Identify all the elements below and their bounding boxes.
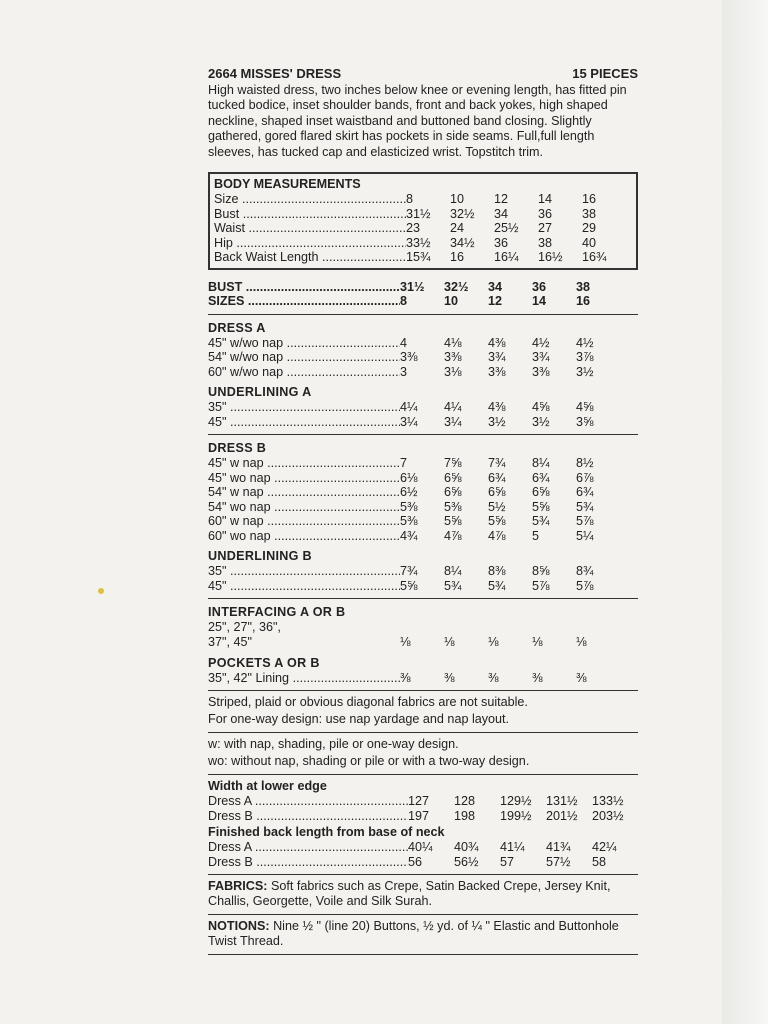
- row-label: 35" .....: [208, 400, 400, 415]
- table-cell: 3⅝: [576, 414, 594, 429]
- table-row: [208, 456, 638, 471]
- table-cell: 57½: [546, 854, 571, 869]
- table-cell: ⅛: [532, 635, 543, 650]
- table-row: [208, 415, 638, 430]
- note-with-nap: w: with nap, shading, pile or one-way design.: [208, 737, 459, 752]
- table-cell: 41¾: [546, 840, 571, 855]
- table-cell: 25½: [494, 221, 519, 236]
- table-cell: 5⅝: [444, 514, 462, 529]
- table-cell: 4⅞: [444, 528, 462, 543]
- table-cell: 29: [582, 221, 597, 236]
- notions-note: [208, 919, 638, 949]
- width-title: Width at lower edge: [208, 779, 327, 794]
- table-cell: 3: [400, 364, 408, 379]
- row-label: 60" w/wo nap .....: [208, 365, 400, 380]
- underlining-a-title: UNDERLINING A: [208, 385, 312, 400]
- table-cell: 31½: [406, 206, 431, 221]
- table-cell: 128: [454, 794, 476, 809]
- table-cell: 31½: [400, 279, 425, 294]
- bust-sizes-table: [208, 280, 638, 309]
- table-cell: 38: [582, 206, 597, 221]
- divider: [208, 914, 638, 915]
- table-cell: 15¾: [406, 250, 431, 265]
- table-cell: 3½: [532, 414, 550, 429]
- row-label: 35" .....: [208, 564, 400, 579]
- table-cell: 40¼: [408, 840, 433, 855]
- table-cell: ⅛: [400, 635, 411, 650]
- table-cell: 6¾: [576, 485, 594, 500]
- table-row: [214, 207, 632, 222]
- table-cell: 129½: [500, 794, 532, 809]
- table-cell: ⅛: [576, 635, 587, 650]
- row-label: 45" w nap .....: [208, 456, 400, 471]
- table-cell: 7⅝: [444, 456, 462, 471]
- table-cell: 3¼: [444, 414, 462, 429]
- table-row: [208, 365, 638, 380]
- table-row: [208, 294, 638, 309]
- table-cell: 3⅛: [444, 364, 462, 379]
- underlining-a-table: [208, 400, 638, 429]
- pattern-info: [208, 66, 638, 959]
- table-cell: 16: [576, 294, 591, 309]
- pattern-title: 2664 MISSES' DRESS: [208, 66, 342, 81]
- table-row: [208, 400, 638, 415]
- table-cell: 5¾: [444, 578, 462, 593]
- table-row: [208, 336, 638, 351]
- table-cell: 56: [408, 854, 423, 869]
- table-cell: 197: [408, 808, 430, 823]
- table-row: [208, 579, 638, 594]
- row-label: 54" wo nap .....: [208, 500, 400, 515]
- row-label: 54" w/wo nap .....: [208, 350, 400, 365]
- table-cell: 3¾: [532, 350, 550, 365]
- table-cell: 7¾: [488, 456, 506, 471]
- pattern-header: [208, 66, 638, 81]
- yellow-stain: [98, 588, 104, 594]
- table-cell: 6⅝: [444, 485, 462, 500]
- table-cell: 133½: [592, 794, 624, 809]
- table-cell: 6¾: [488, 470, 506, 485]
- table-cell: 4¾: [400, 528, 418, 543]
- body-measurements-box: [208, 172, 638, 270]
- table-row: [208, 529, 638, 544]
- fabrics-text: Soft fabrics such as Crepe, Satin Backed Crepe, Jersey Knit, Challis, Georgette, Voile and Silk Surah.: [208, 879, 611, 909]
- table-cell: 5: [532, 528, 540, 543]
- table-cell: 3¼: [400, 414, 418, 429]
- table-cell: 3¾: [488, 350, 506, 365]
- underlining-b-table: [208, 564, 638, 593]
- pieces-count: 15 PIECES: [572, 66, 638, 81]
- table-cell: 5⅜: [444, 499, 462, 514]
- table-cell: ⅜: [400, 670, 411, 685]
- table-cell: 8⅝: [532, 564, 550, 579]
- table-cell: 4⅜: [488, 400, 506, 415]
- table-cell: 5½: [488, 499, 506, 514]
- table-cell: 5¼: [576, 528, 594, 543]
- width-table: [208, 794, 638, 823]
- row-label: Dress B .....: [208, 809, 408, 824]
- table-cell: 42¼: [592, 840, 617, 855]
- table-cell: 6⅝: [532, 485, 550, 500]
- row-label: 45" .....: [208, 415, 400, 430]
- table-cell: 127: [408, 794, 430, 809]
- pockets-title: POCKETS A OR B: [208, 655, 320, 670]
- table-cell: 4⅝: [532, 400, 550, 415]
- table-cell: 8¾: [576, 564, 594, 579]
- row-label: 54" w nap .....: [208, 485, 400, 500]
- table-cell: 199½: [500, 808, 532, 823]
- envelope-edge: [722, 0, 768, 1024]
- table-cell: ⅛: [488, 635, 499, 650]
- interfacing-title: INTERFACING A OR B: [208, 605, 346, 620]
- pockets-label: 35", 42" Lining .....: [208, 671, 400, 686]
- table-cell: 8⅜: [488, 564, 506, 579]
- table-cell: 4⅞: [488, 528, 506, 543]
- table-cell: 34: [488, 279, 503, 294]
- table-cell: 36: [538, 206, 553, 221]
- table-cell: 8½: [576, 456, 594, 471]
- table-cell: 3⅞: [576, 350, 594, 365]
- table-cell: 5⅞: [532, 578, 550, 593]
- row-label: 60" w nap .....: [208, 514, 400, 529]
- table-cell: 3⅜: [400, 350, 418, 365]
- table-row: [208, 564, 638, 579]
- table-row: [214, 221, 632, 236]
- fabrics-label: FABRICS:: [208, 879, 268, 894]
- table-row: [208, 471, 638, 486]
- table-cell: 6⅝: [444, 470, 462, 485]
- table-cell: ⅜: [576, 670, 587, 685]
- dress-b-table: [208, 456, 638, 543]
- table-cell: 7: [400, 456, 408, 471]
- table-cell: 4⅛: [444, 335, 462, 350]
- back-length-table: [208, 840, 638, 869]
- table-cell: 6¾: [532, 470, 550, 485]
- table-cell: 5⅞: [576, 578, 594, 593]
- interfacing-line1: 25", 27", 36",: [208, 620, 281, 635]
- table-cell: 4½: [576, 335, 594, 350]
- body-measurements-rows: [214, 192, 632, 265]
- table-row: [214, 250, 632, 265]
- table-cell: 5⅝: [488, 514, 506, 529]
- table-row: [208, 809, 638, 824]
- table-row: [214, 192, 632, 207]
- table-cell: 16½: [538, 250, 563, 265]
- table-cell: 5⅜: [400, 499, 418, 514]
- table-cell: 4⅝: [576, 400, 594, 415]
- table-cell: 58: [592, 854, 607, 869]
- table-cell: 3½: [488, 414, 506, 429]
- table-cell: ⅜: [488, 670, 499, 685]
- table-cell: 34: [494, 206, 509, 221]
- row-label: Size .....: [214, 192, 406, 207]
- note-striped: Striped, plaid or obvious diagonal fabrics are not suitable.: [208, 695, 528, 710]
- back-length-title: Finished back length from base of neck: [208, 825, 445, 840]
- table-cell: 5⅞: [576, 514, 594, 529]
- row-label: 45" w/wo nap .....: [208, 336, 400, 351]
- table-cell: 41¼: [500, 840, 525, 855]
- table-cell: 203½: [592, 808, 624, 823]
- table-cell: 8: [400, 294, 408, 309]
- table-cell: 10: [444, 294, 459, 309]
- table-cell: 36: [494, 235, 509, 250]
- divider: [208, 690, 638, 691]
- table-cell: 5⅜: [400, 514, 418, 529]
- table-row: [208, 485, 638, 500]
- dress-b-title: DRESS B: [208, 441, 267, 456]
- table-cell: 201½: [546, 808, 578, 823]
- table-cell: 3⅜: [488, 364, 506, 379]
- table-cell: ⅜: [444, 670, 455, 685]
- table-cell: 16: [450, 250, 465, 265]
- row-label: Dress A .....: [208, 794, 408, 809]
- row-label: Bust .....: [214, 207, 406, 222]
- table-cell: 36: [532, 279, 547, 294]
- row-label: Dress B .....: [208, 855, 408, 870]
- table-cell: 8¼: [532, 456, 550, 471]
- table-cell: 4⅜: [488, 335, 506, 350]
- table-cell: 8¼: [444, 564, 462, 579]
- table-cell: 34½: [450, 235, 475, 250]
- row-label: 60" wo nap .....: [208, 529, 400, 544]
- table-row: [208, 855, 638, 870]
- table-cell: 5⅝: [400, 578, 418, 593]
- table-cell: 8: [406, 192, 414, 207]
- table-cell: 6⅛: [400, 470, 418, 485]
- table-cell: 40: [582, 235, 597, 250]
- table-cell: 5¾: [576, 499, 594, 514]
- table-cell: 4½: [532, 335, 550, 350]
- body-measurements-title: BODY MEASUREMENTS: [214, 177, 361, 192]
- table-cell: 57: [500, 854, 515, 869]
- table-cell: 198: [454, 808, 476, 823]
- table-cell: ⅛: [444, 635, 455, 650]
- table-row: [208, 500, 638, 515]
- pockets-row: [208, 671, 638, 686]
- table-cell: 40¾: [454, 840, 479, 855]
- divider: [208, 314, 638, 315]
- table-cell: 23: [406, 221, 421, 236]
- table-cell: 27: [538, 221, 553, 236]
- table-cell: 5¾: [488, 578, 506, 593]
- table-cell: 32½: [450, 206, 475, 221]
- pattern-description: High waisted dress, two inches below knee or evening length, has fitted pin tucked bodice, inset shoulder bands, front and back yokes, high shaped neckline, shaped inset waistband and buttoned band closing. Slightly gathered, gored flared skirt has pockets in side seams. Full,full length sleeves, has tucked cap and elasticized wrist. Topstitch trim.: [208, 83, 627, 159]
- row-label: 45" wo nap .....: [208, 471, 400, 486]
- table-cell: 33½: [406, 235, 431, 250]
- interfacing-row: [208, 635, 638, 650]
- table-cell: 6⅝: [488, 485, 506, 500]
- table-cell: 3⅜: [444, 350, 462, 365]
- note-one-way: For one-way design: use nap yardage and nap layout.: [208, 712, 510, 727]
- row-label: SIZES .....: [208, 294, 400, 309]
- table-cell: 14: [538, 192, 553, 207]
- table-row: [208, 280, 638, 295]
- fabrics-note: [208, 879, 638, 909]
- table-cell: 5¾: [532, 514, 550, 529]
- table-cell: 14: [532, 294, 547, 309]
- underlining-b-title: UNDERLINING B: [208, 549, 312, 564]
- table-cell: 131½: [546, 794, 578, 809]
- dress-a-title: DRESS A: [208, 320, 266, 335]
- row-label: Waist .....: [214, 221, 406, 236]
- table-cell: 6⅞: [576, 470, 594, 485]
- table-row: [208, 514, 638, 529]
- row-label: 45" .....: [208, 579, 400, 594]
- row-label: BUST .....: [208, 280, 400, 295]
- divider: [208, 598, 638, 599]
- table-cell: 4¼: [400, 400, 418, 415]
- divider: [208, 732, 638, 733]
- table-cell: 3⅜: [532, 364, 550, 379]
- table-row: [208, 350, 638, 365]
- table-cell: 7¾: [400, 564, 418, 579]
- table-cell: 4: [400, 335, 408, 350]
- table-cell: ⅜: [532, 670, 543, 685]
- table-cell: 4¼: [444, 400, 462, 415]
- row-label: Back Waist Length .....: [214, 250, 406, 265]
- table-cell: 12: [488, 294, 503, 309]
- divider: [208, 954, 638, 955]
- row-label: Dress A .....: [208, 840, 408, 855]
- interfacing-line2: 37", 45": [208, 635, 252, 650]
- divider: [208, 434, 638, 435]
- table-cell: 38: [538, 235, 553, 250]
- table-cell: 16¾: [582, 250, 607, 265]
- table-cell: 6½: [400, 485, 418, 500]
- dress-a-table: [208, 336, 638, 380]
- note-without-nap: wo: without nap, shading or pile or with a two-way design.: [208, 754, 530, 769]
- table-cell: 32½: [444, 279, 469, 294]
- notions-label: NOTIONS:: [208, 919, 270, 934]
- table-cell: 24: [450, 221, 465, 236]
- table-cell: 56½: [454, 854, 479, 869]
- table-cell: 16: [582, 192, 597, 207]
- table-cell: 10: [450, 192, 465, 207]
- divider: [208, 774, 638, 775]
- table-row: [208, 840, 638, 855]
- table-row: [208, 794, 638, 809]
- notions-text: Nine ½ " (line 20) Buttons, ½ yd. of ¼ " Elastic and Buttonhole Twist Thread.: [208, 919, 619, 949]
- row-label: Hip .....: [214, 236, 406, 251]
- table-row: [214, 236, 632, 251]
- table-cell: 38: [576, 279, 591, 294]
- table-cell: 3½: [576, 364, 594, 379]
- divider: [208, 874, 638, 875]
- table-cell: 16¼: [494, 250, 519, 265]
- table-cell: 12: [494, 192, 509, 207]
- table-cell: 5⅝: [532, 499, 550, 514]
